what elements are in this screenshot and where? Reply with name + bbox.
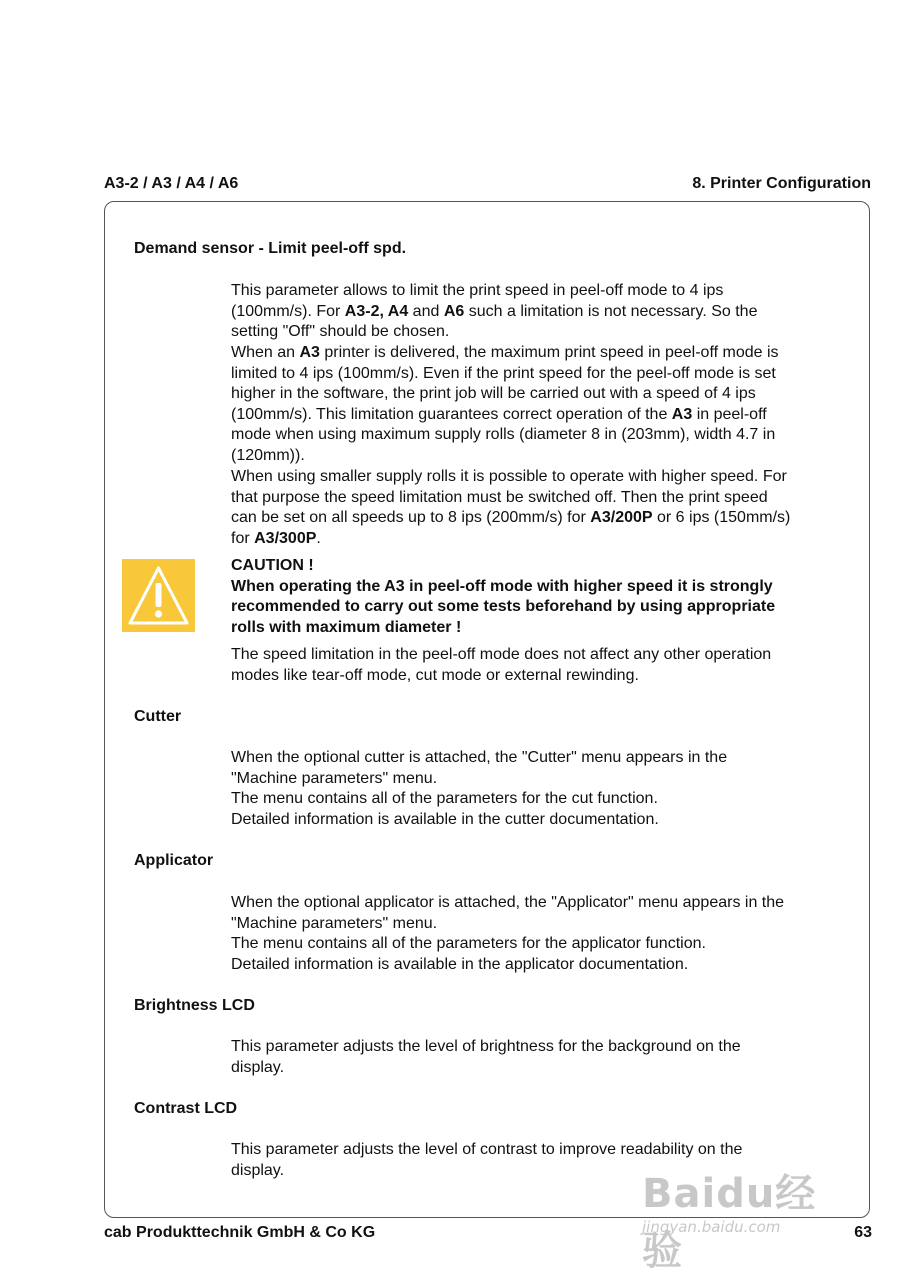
demand-paragraph-1: This parameter allows to limit the print speed in peel-off mode to 4 ips (100mm/s). For A3-2, A4 and A6 such a limitation is not necessary. So the setting "Off" should be chosen. — [231, 282, 758, 341]
watermark-url: jingyan.baidu.com — [642, 1218, 781, 1236]
footer-company: cab Produkttechnik GmbH & Co KG — [104, 1224, 376, 1241]
watermark-brand: Baidu经验 — [642, 1171, 817, 1274]
heading-cutter: Cutter — [134, 708, 182, 725]
heading-contrast-lcd: Contrast LCD — [134, 1100, 238, 1117]
demand-paragraph-2: When an A3 printer is delivered, the maximum print speed in peel-off mode is limited to 4 ips (100mm/s). Even if the print speed for the peel-off mode is set higher in the software, the print job will be carried out with a speed of 4 ips (100mm/s). This limitation guarantees correct operation of the A3 in peel-off mode when using maximum supply rolls (diameter 8 in (203mm), width 4.7 in (120mm)). — [231, 344, 779, 464]
caution-block: CAUTION ! When operating the A3 in peel-off mode with higher speed it is strongly recommended to carry out some tests beforehand by using appropriate rolls with maximum diameter ! — [231, 557, 776, 636]
header-model: A3-2 / A3 / A4 / A6 — [104, 175, 239, 192]
caution-title: CAUTION ! — [231, 557, 314, 574]
heading-brightness-lcd: Brightness LCD — [134, 997, 255, 1014]
baidu-watermark — [642, 1148, 852, 1274]
header-chapter: 8. Printer Configuration — [692, 175, 871, 192]
heading-demand-sensor: Demand sensor - Limit peel-off spd. — [134, 240, 407, 257]
brightness-paragraph: This parameter adjusts the level of brightness for the background on the display. — [231, 1038, 741, 1076]
page-number: 63 — [854, 1224, 872, 1241]
cutter-paragraph: When the optional cutter is attached, the "Cutter" menu appears in the "Machine parameters" menu. The menu contains all of the parameters for the cut function. Detailed information is available in the cutter documentation. — [231, 749, 728, 828]
heading-applicator: Applicator — [134, 852, 214, 869]
contrast-paragraph: This parameter adjusts the level of contrast to improve readability on the display. — [231, 1141, 743, 1179]
applicator-paragraph: When the optional applicator is attached, the "Applicator" menu appears in the "Machine parameters" menu. The menu contains all of the parameters for the applicator function. Detailed information is available in the applicator documentation. — [231, 894, 785, 973]
demand-paragraph-3: When using smaller supply rolls it is possible to operate with higher speed. For that purpose the speed limitation must be switched off. Then the print speed can be set on all speeds up to 8 ips (200mm/s) for A3/200P or 6 ips (150mm/s) for A3/300P. — [231, 468, 791, 547]
warning-icon — [122, 559, 195, 632]
demand-paragraph-4: The speed limitation in the peel-off mode does not affect any other operation modes like tear-off mode, cut mode or external rewinding. — [231, 646, 772, 684]
